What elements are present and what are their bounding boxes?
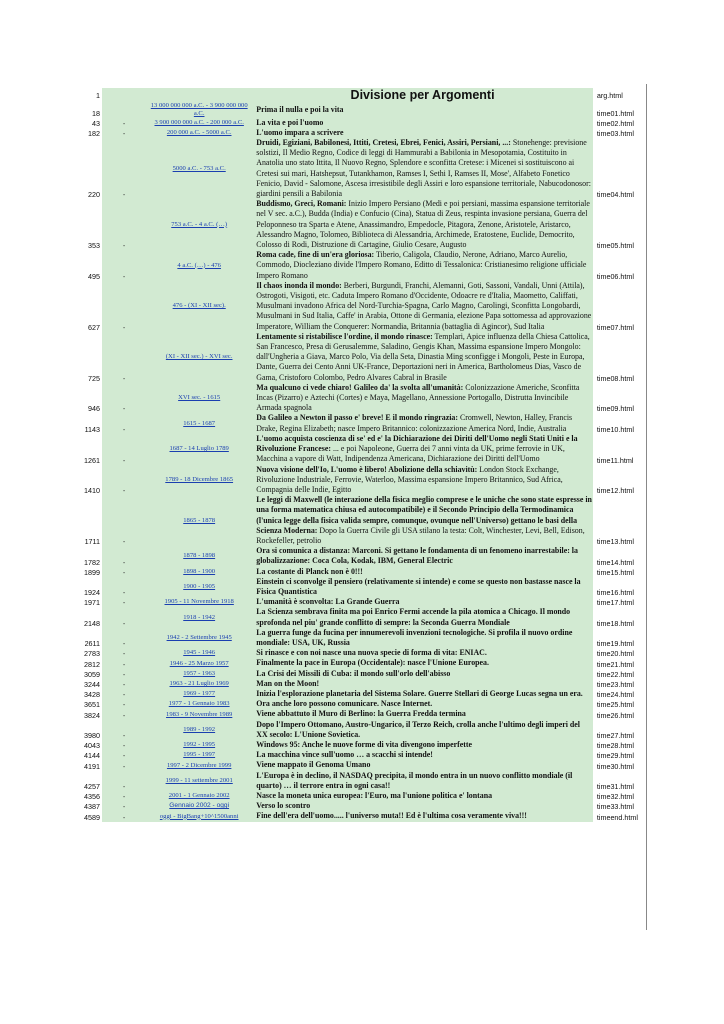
row-marker: - [102,332,146,383]
row-number: 220 [88,190,101,200]
row-number: 3980 [84,730,101,740]
row-marker: - [102,597,146,607]
row-marker: - [102,281,146,332]
period-cell [146,791,252,801]
topic-heading: L'Europa è in declino, il NASDAQ precipita, il mondo entra in un nuovo conflitto mondiale (il quarto) … il terrore entra in ogni casa!! [256,770,573,790]
period-link[interactable]: 4 a.C. (…) - 476 [177,261,221,269]
topic-cell [252,607,593,627]
file-name: time18.html [596,618,635,628]
period-link[interactable]: 1898 - 1900 [183,567,216,575]
period-cell [146,811,252,821]
file-name: time28.html [596,741,635,751]
file-name: time27.html [596,730,635,740]
file-name: time19.html [596,639,635,649]
topic-heading: L'umanità è sconvolta: La Grande Guerra [256,597,400,607]
file-name: time21.html [596,659,635,669]
file-name: time02.html [596,118,635,128]
period-cell [146,669,252,679]
table-row [76,495,646,546]
row-marker: - [102,628,146,648]
topics-sheet [76,88,646,822]
topic-cell [252,699,593,709]
period-cell [146,628,252,648]
table-row [76,102,646,118]
table-row [76,138,646,199]
row-number: 1971 [84,598,101,608]
table-row [76,801,646,811]
row-marker: - [102,658,146,668]
topic-cell [252,669,593,679]
header-spacer [102,88,146,102]
table-row [76,607,646,627]
period-cell [146,138,252,199]
period-link[interactable]: 1878 - 1898 [183,552,216,560]
period-cell [146,760,252,770]
topic-cell [252,199,593,250]
table-row [76,465,646,496]
period-cell [146,607,252,627]
row-number: 2783 [84,649,101,659]
topic-text: Tiberio, Caligola, Claudio, Nerone, Adriano, Marco Aurelio, Commodo, Diocleziano divide l'Impero Romano, Editto di Tessalonica: Cristianesimo religione ufficiale Impero Romano [256,250,587,280]
table-row [76,250,646,281]
row-number: 3244 [84,679,101,689]
topic-cell [252,679,593,689]
topic-heading: Ora si comunica a distanza: Marconi. Si gettano le fondamenta di un fenomeno inarrestabile: la globalizzazione: Coca Cola, Kodak, IBM, General Electric [256,546,578,566]
table-row [76,771,646,791]
column-divider [646,84,647,930]
topic-heading: Lentamente si ristabilisce l'ordine, il mondo rinasce: [256,331,433,341]
period-cell [146,128,252,138]
row-marker: - [102,669,146,679]
topic-cell [252,128,593,138]
file-name: time17.html [596,598,635,608]
row-marker: - [102,699,146,709]
period-cell [146,771,252,791]
topic-cell [252,771,593,791]
row-number: 3428 [84,690,101,700]
row-marker: - [102,648,146,658]
table-row [76,546,646,566]
topic-heading: Windows 95: Anche le nuove forme di vita divengono imperfette [256,739,473,749]
file-name: time20.html [596,649,635,659]
topic-cell [252,628,593,648]
topic-heading: La Scienza sembrava finita ma poi Enrico Fermi accende la pila atomica a Chicago. Il mondo sprofonda nel piu' grande conflitto di sempre: la Seconda Guerra Mondiale [256,607,571,627]
topic-heading: Man on the Moon! [256,678,320,688]
topic-text: Colonizzazione Americhe, Sconfitta Incas (Pizarro) e Aztechi (Cortes) e Maya, Magellano, Annessione Portogallo, Distrutta Invincibile Armada spagnola [256,382,580,413]
topic-cell [252,577,593,597]
topic-heading: La vita e poi l'uomo [256,117,324,127]
topic-text: Stonehenge: previsione solstizi, Il Medio Regno, Codice di leggi di Hammurabi a Babilonia in Mesopotamia, Costituito in Anatolia uno stato Ittita, Il Nuovo Regno, Splendore e sconfitta Cretese: i Micenei si sostituiscono ai Cretesi sui mari, Hatshepsut, Tutankhamon, Ramses I, Sethi I, Ramses II, Mose', Alfabeto Fonetico Fenicio, David - Salomone, Ascesa irresistibile degli Assiri e loro espansione territoriale, Nabucodonosor: giardini pensili a Babilonia [256,138,591,199]
period-link[interactable]: 200 000 a.C. - 5000 a.C. [166,129,232,136]
row-number: 18 [92,108,101,118]
row-marker: - [102,495,146,546]
row-number: 4356 [84,792,101,802]
topic-text: Berberi, Burgundi, Franchi, Alemanni, Goti, Sassoni, Vandali, Unni (Attila), Ostrogoti, Visigoti, etc. Caduta Impero Romano d'Occidente, Odoacre re d'Italia, Maometto, Califfati, Musulmani invadono Africa del Nord-Turchia-Spagna, Carlo Magno, Carolingi, Sconfitta Longobardi, Musulmani in Sud Italia, Caffe' in Arabia, Ottone di Germania, elezione Papa sottomessa ad approvazione Imperatore, William the Conquerer: Normandia, Britannia (battaglia di Agincor), Sud Italia [256,280,592,331]
topic-cell [252,648,593,658]
file-name: time01.html [596,108,635,118]
topic-heading: Finalmente la pace in Europa (Occidentale): nasce l'Unione Europea. [256,658,489,668]
row-marker: - [102,250,146,281]
row-marker: - [102,413,146,433]
table-row [76,679,646,689]
row-number: 1899 [84,567,101,577]
topic-cell [252,250,593,281]
header-file: arg.html [596,90,623,100]
topic-cell [252,791,593,801]
topic-cell [252,658,593,668]
period-cell [146,720,252,740]
row-marker: - [102,546,146,566]
period-cell [146,658,252,668]
table-row [76,699,646,709]
file-name: time08.html [596,373,635,383]
period-link[interactable]: 1946 - 25 Marzo 1957 [169,659,229,667]
table-row [76,720,646,740]
period-link[interactable]: (XI - XII sec.) - XVI sec. [165,353,233,361]
file-name: time16.html [596,588,635,598]
table-row [76,597,646,607]
table-row [76,434,646,465]
period-link[interactable]: 1997 - 2 Dicembre 1999 [166,761,232,769]
period-link[interactable]: 1945 - 1946 [183,649,216,657]
row-number: 4191 [84,761,101,771]
topic-heading: Ma qualcuno ci vede chiaro! Galileo da' la svolta all'umanità: [256,382,464,392]
period-cell [146,679,252,689]
table-row [76,332,646,383]
row-number: 3651 [84,700,101,710]
table-row [76,383,646,414]
period-link[interactable]: XVI sec. - 1615 [178,394,221,402]
topic-heading: La Crisi dei Missili di Cuba: il mondo sull'orlo dell'abisso [256,668,451,678]
topic-cell [252,465,593,496]
row-marker: - [102,750,146,760]
row-marker: - [102,709,146,719]
topics-table [76,88,646,822]
period-cell [146,495,252,546]
row-marker: - [102,577,146,597]
table-row [76,128,646,138]
table-row [76,791,646,801]
row-marker: - [102,791,146,801]
period-cell [146,709,252,719]
file-name: time07.html [596,322,635,332]
topic-heading: Einstein ci sconvolge il pensiero (relativamente si intende) e come se questo non bastasse nasce la Fisica Quantistica [256,576,581,596]
row-marker: - [102,607,146,627]
table-row [76,669,646,679]
topic-heading: Viene mappato il Genoma Umano [256,760,371,770]
topic-heading: Fine dell'era dell'uomo..... l'universo muta!! Ed è l'ultima cosa veramente viva!!! [256,811,527,821]
period-cell [146,750,252,760]
row-number: 1143 [84,424,101,434]
row-number: 1261 [84,455,101,465]
table-row [76,740,646,750]
topic-cell [252,383,593,414]
topic-cell [252,413,593,433]
period-link[interactable]: 1865 - 1878 [183,516,216,524]
period-link[interactable]: 1687 - 14 Luglio 1789 [169,445,229,453]
file-name: time24.html [596,690,635,700]
file-name: time11.html [596,455,634,465]
topic-text: Inizio Impero Persiano (Medi e poi persiani, massima espansione territoriale nel V sec. a.C.), Budda (India) e Confucio (Cina), Statua di Zeus, respinta invasione persiana, Guerra del Peloponneso tra Sparta e Atene, Anassimandro, Empedocle, Pitagora, Zenone, Aristotele, Aristarco, Alessandro Magno, Tolomeo, Biblioteca di Alessandria, Archimede, Eratostene, Euclide, Democrito, Colosso di Rodi, Distruzione di Cartagine, Giulio Cesare, Augusto [256,199,590,250]
table-row [76,628,646,648]
period-link[interactable]: 1615 - 1687 [183,419,216,427]
topic-cell [252,546,593,566]
period-link[interactable]: 1983 - 9 Novembre 1989 [166,710,233,718]
row-marker: - [102,760,146,770]
period-link[interactable]: oggi - BigBang+10^1500anni [159,812,239,820]
topic-heading: Druidi, Egiziani, Babilonesi, Ittiti, Cretesi, Ebrei, Fenici, Assiri, Persiani, ...: [256,138,511,147]
topic-heading: Dopo l'Impero Ottomano, Austro-Ungarico, il Terzo Reich, crolla anche l'ultimo degli imperi del XX secolo: L'Unione Sovietica. [256,719,580,739]
file-name: time33.html [596,802,635,812]
table-row [76,648,646,658]
topic-cell [252,138,593,199]
row-number: 3059 [84,669,101,679]
topic-heading: L'uomo acquista coscienza di se' ed e' la Dichiarazione dei Diriti dell'Uomo negli Stati Uniti e la Rivoluzione Francese: [256,433,578,454]
row-marker: - [102,740,146,750]
header-spacer [146,88,252,102]
row-number: 4589 [84,812,101,822]
file-name: time12.html [596,486,635,496]
topic-text: London Stock Exchange, Rivoluzione Industriale, Ferrovie, Waterloo, Massima espansione Impero Britannico, Sud Africa, Compagnia delle Indie, Egitto [256,464,563,494]
table-row [76,567,646,577]
period-link[interactable]: 1992 - 1995 [183,741,216,749]
period-cell [146,102,252,118]
file-name: time15.html [596,567,635,577]
row-marker: - [102,118,146,128]
file-name: time22.html [596,669,635,679]
table-row [76,658,646,668]
period-link[interactable]: 1969 - 1977 [183,690,216,698]
topic-cell [252,740,593,750]
table-row [76,413,646,433]
row-number: 4043 [84,741,101,751]
row-number: 2148 [84,618,101,628]
topic-cell [252,811,593,821]
table-row [76,760,646,770]
topic-heading: Ora anche loro possono comunicare. Nasce Internet. [256,699,433,709]
topic-text: ... e poi Napoleone, Guerra dei 7 anni vinta da UK, prime ferrovie in UK, Macchina a vapore di Watt, Indipendenza Americana, Dichiarazione dei Diritti dell'Uomo [256,444,565,464]
file-name: time26.html [596,710,635,720]
topic-text: Templari, Apice influenza della Chiesa Cattolica, San Francesco, Presa di Gerusalemme, Saladino, Gengis Khan, Massima espansione Impero Mongolo: dall'Ungheria a Giava, Marco Polo, Via della Seta, Dinastia Ming sconfigge i Mongoli, Peste in Europa, Dante, Guerra dei Cento Anni UK-France, Deportazioni neri in America, Bartholomeus Dias, Vasco de Gama, Cristoforo Colombo, Pedro Alvares Cabral in Brasile [256,331,590,382]
row-marker: - [102,801,146,811]
topic-heading: La costante di Planck non è 0!!! [256,566,363,576]
file-name: time05.html [596,241,635,251]
row-marker [102,102,146,118]
period-cell [146,740,252,750]
row-number: 4144 [84,751,101,761]
row-number: 627 [88,322,101,332]
topic-heading: Prima il nulla e poi la vita [256,104,344,114]
topic-heading: Si rinasce e con noi nasce una nuova specie di forma di vita: ENIAC. [256,648,487,658]
file-name: time29.html [596,751,635,761]
topic-heading: La macchina vince sull'uomo … a scacchi si intende! [256,750,433,760]
topic-text: Cromwell, Newton, Halley, Francis Drake, Regina Elizabeth; nasce Impero Britannico: colonizzazione America Nord, Indie, Australia [256,413,573,433]
period-cell [146,199,252,250]
topic-heading: L'uomo impara a scrivere [256,127,344,137]
row-number: 4257 [84,782,101,791]
row-marker: - [102,128,146,138]
file-name: time10.html [596,424,635,434]
period-cell [146,699,252,709]
period-link[interactable]: 3 900 000 000 a.C. - 200 000 a.C. [154,118,244,126]
row-number: 2611 [84,639,101,649]
period-link[interactable]: 1957 - 1963 [183,669,216,677]
file-name: time32.html [596,792,635,802]
header-row [76,88,646,102]
period-cell [146,465,252,496]
period-cell [146,332,252,383]
topic-cell [252,118,593,128]
row-marker: - [102,434,146,465]
topic-heading: Verso lo scontro [256,801,311,811]
file-name: time14.html [596,557,635,567]
table-row [76,709,646,719]
topic-heading: Viene abbattuto il Muro di Berlino: la Guerra Fredda termina [256,709,466,719]
row-number: 495 [88,271,101,281]
period-cell [146,648,252,658]
row-marker: - [102,679,146,689]
table-row [76,118,646,128]
row-marker: - [102,199,146,250]
row-marker: - [102,811,146,821]
row-number: 1782 [84,557,101,567]
topic-heading: Nuova visione dell'Io, L'uomo è libero! Abolizione della schiavitù: [256,464,478,474]
row-number: 1410 [84,486,101,496]
topic-cell [252,760,593,770]
topic-heading: Le leggi di Maxwell (le interazione della fisica meglio comprese e le uniche che sono state espresse in una forma matematica chiusa ed autocompatibile) e il Secondo Principio della Termodinamica (l'unica legge della fisica valida sempre, comunque, ovunque nell'Universo) gettano le basi della Scienza Moderna: [256,495,592,535]
row-number: 2812 [84,659,101,669]
file-name: time13.html [596,537,635,547]
period-link[interactable]: 1918 - 1942 [183,613,216,621]
topic-cell [252,567,593,577]
period-link[interactable]: 1995 - 1997 [183,751,216,759]
table-row [76,689,646,699]
table-row [76,281,646,332]
period-cell [146,801,252,811]
topic-cell [252,102,593,118]
row-number: 1711 [84,537,101,547]
period-link[interactable]: 1789 - 18 Dicembre 1865 [165,475,234,483]
period-link[interactable]: 13 000 000 000 a.C. - 3 900 000 000 a.C. [150,102,248,117]
period-cell [146,250,252,281]
period-link[interactable]: Gennaio 2002 - oggi [169,802,230,810]
period-cell [146,118,252,128]
file-name: time06.html [596,271,635,281]
row-number: 725 [88,373,101,383]
file-name: time25.html [596,700,635,710]
header-number: 1 [96,90,101,100]
file-name: timeend.html [596,812,639,822]
row-marker: - [102,567,146,577]
row-number: 4387 [84,802,101,812]
period-link[interactable]: 2001 - 1 Gennaio 2002 [168,792,230,800]
file-name: time03.html [596,129,635,138]
period-cell [146,434,252,465]
topic-cell [252,332,593,383]
table-row [76,199,646,250]
topic-cell [252,720,593,740]
topic-cell [252,801,593,811]
period-link[interactable]: 5000 a.C. - 753 a.C. [172,164,226,172]
row-number: 353 [88,241,101,251]
topic-heading: Nasce la moneta unica europea: l'Euro, ma l'unione politica e' lontana [256,791,493,800]
period-link[interactable]: 1905 - 11 Novembre 1918 [164,598,234,606]
topic-cell [252,750,593,760]
file-name: time09.html [596,404,635,414]
topic-cell [252,689,593,699]
topic-heading: Inizia l'esplorazione planetaria del Sistema Solare. Guerre Stellari di George Lucas segna un era. [256,688,583,698]
row-marker: - [102,465,146,496]
row-number: 3824 [84,710,101,720]
period-link[interactable]: 1942 - 2 Settembre 1945 [166,634,232,642]
row-number: 182 [88,129,101,138]
table-row [76,750,646,760]
row-number: 43 [92,118,101,128]
period-cell [146,567,252,577]
topic-text: Dopo la Guerra Civile gli USA stilano la testa: Colt, Winchester, Levi, Bell, Edison, Rockefeller, petrolio [256,525,585,545]
page-title: Divisione per Argomenti [252,88,593,102]
topic-cell [252,597,593,607]
topic-cell [252,434,593,465]
topic-cell [252,709,593,719]
period-link[interactable]: 1900 - 1905 [183,583,216,591]
topic-heading: La guerra funge da fucina per innumerevoli invenzioni tecnologiche. Si profila il nuovo ordine mondiale: USA, UK, Russia [256,627,573,647]
period-cell [146,577,252,597]
row-marker: - [102,138,146,199]
period-link[interactable]: 753 a.C. - 4 a.C. (…) [171,220,228,228]
period-cell [146,597,252,607]
topic-cell [252,281,593,332]
row-marker: - [102,689,146,699]
row-number: 1924 [84,588,101,598]
period-link[interactable]: 1999 - 11 settembre 2001 [165,776,233,784]
period-cell [146,383,252,414]
period-cell [146,689,252,699]
period-link[interactable]: 1977 - 1 Gennaio 1983 [168,700,230,708]
period-cell [146,413,252,433]
table-row [76,811,646,821]
topic-heading: Da Galileo a Newton il passo e' breve! E il mondo ringrazia: [256,413,458,423]
period-link[interactable]: 1963 - 21 Luglio 1969 [169,679,229,687]
period-cell [146,546,252,566]
table-row [76,577,646,597]
row-marker: - [102,383,146,414]
topic-heading: Buddismo, Greci, Romani: [256,199,347,209]
period-link[interactable]: 1989 - 1992 [183,725,216,733]
period-cell [146,281,252,332]
period-link[interactable]: 476 - (XI - XII sec). [172,302,226,310]
row-marker: - [102,720,146,740]
file-name: time23.html [596,679,635,689]
topic-heading: Roma cade, fine di un'era gloriosa: [256,250,375,260]
file-name: time31.html [596,782,635,791]
topic-heading: Il chaos inonda il mondo: [256,280,342,290]
file-name: time04.html [596,190,635,200]
file-name: time30.html [596,761,635,771]
topic-cell [252,495,593,546]
row-marker: - [102,771,146,791]
row-number: 946 [88,404,101,414]
